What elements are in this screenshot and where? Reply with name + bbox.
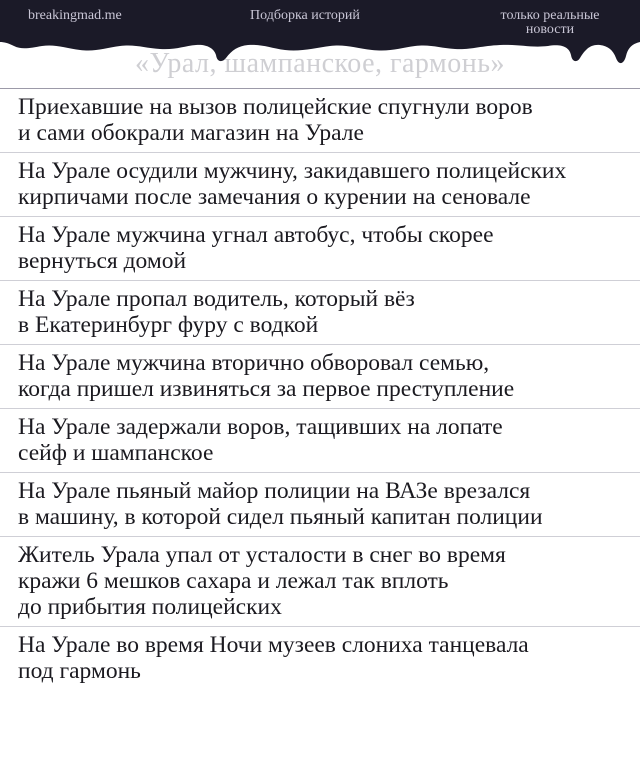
news-item[interactable]: На Урале осудили мужчину, закидавшего полицейских кирпичами после замечания о курении на сеновале bbox=[0, 152, 640, 216]
news-item[interactable]: Житель Урала упал от усталости в снег во время кражи 6 мешков сахара и лежал так вплоть до прибытия полицейских bbox=[0, 536, 640, 626]
section-label: Подборка историй bbox=[250, 8, 360, 23]
news-item[interactable]: На Урале задержали воров, тащивших на лопате сейф и шампанское bbox=[0, 408, 640, 472]
news-list bbox=[0, 88, 640, 690]
site-name[interactable]: breakingmad.me bbox=[28, 8, 122, 23]
news-item[interactable]: На Урале пропал водитель, который вёз в Екатеринбург фуру с водкой bbox=[0, 280, 640, 344]
page-title: «Урал, шампанское, гармонь» bbox=[135, 48, 505, 79]
news-item[interactable]: На Урале во время Ночи музеев слониха танцевала под гармонь bbox=[0, 626, 640, 690]
news-item[interactable]: Приехавшие на вызов полицейские спугнули воров и сами обокрали магазин на Урале bbox=[0, 88, 640, 152]
news-item[interactable]: На Урале мужчина угнал автобус, чтобы скорее вернуться домой bbox=[0, 216, 640, 280]
news-item[interactable]: На Урале пьяный майор полиции на ВАЗе врезался в машину, в которой сидел пьяный капитан полиции bbox=[0, 472, 640, 536]
news-item[interactable]: На Урале мужчина вторично обворовал семью, когда пришел извиняться за первое преступление bbox=[0, 344, 640, 408]
site-tagline: только реальные новости bbox=[500, 8, 600, 37]
